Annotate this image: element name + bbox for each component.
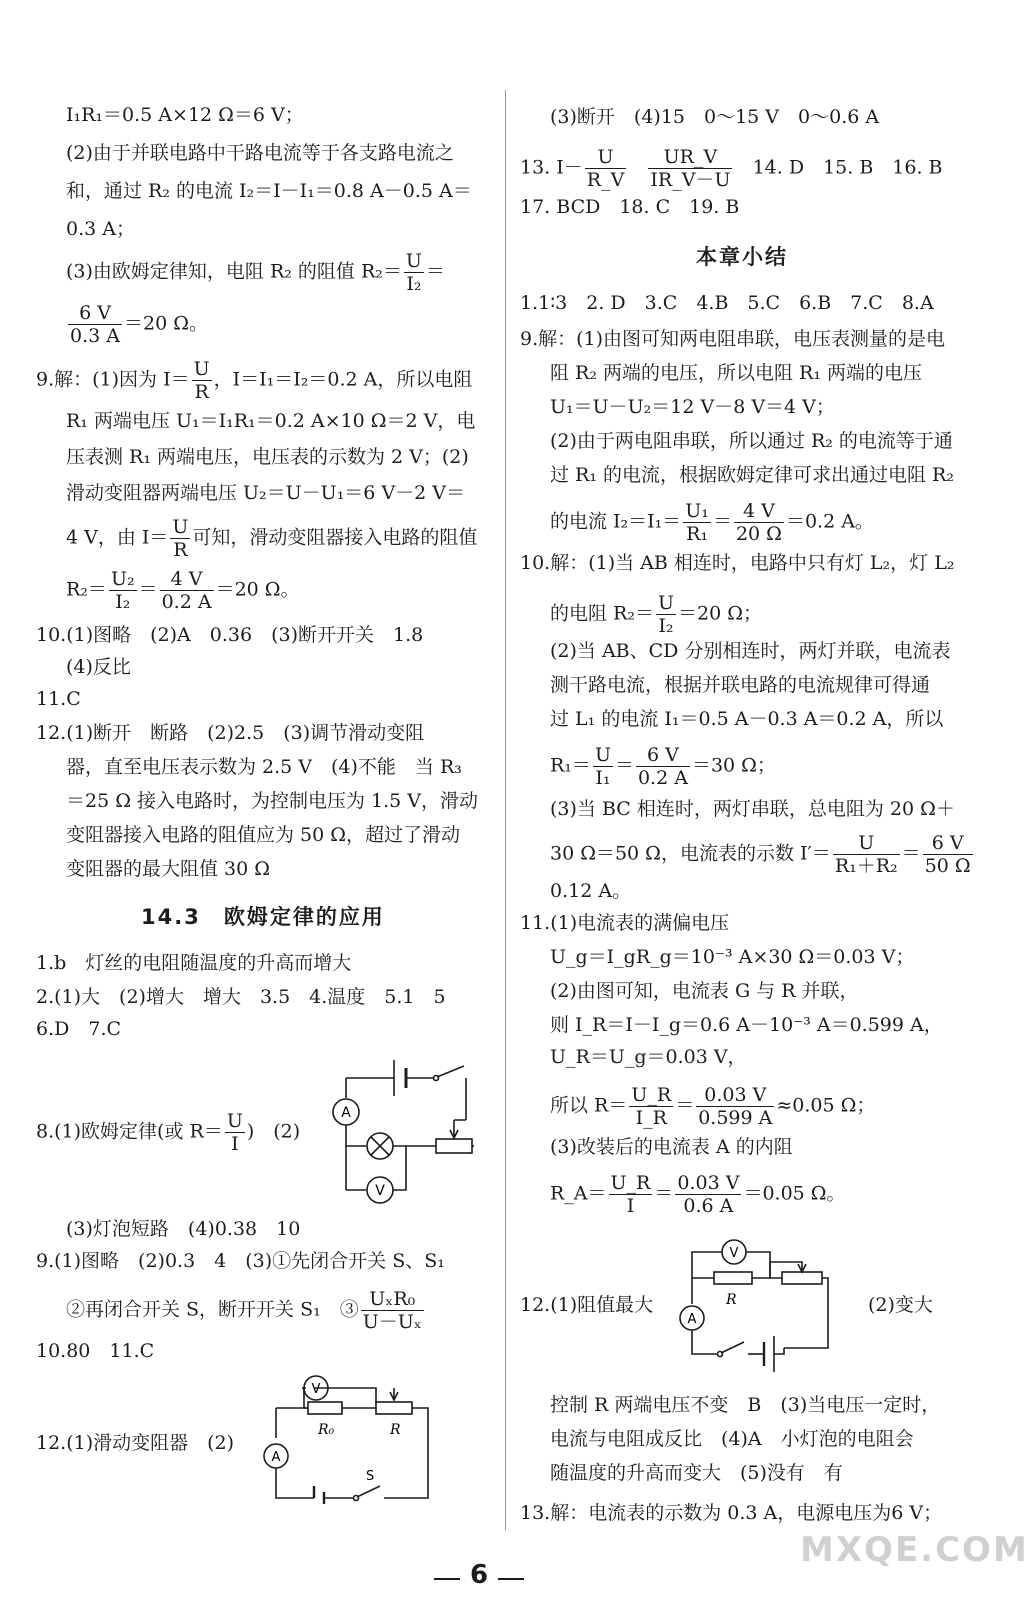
text: 14. D 15. B 16. B: [752, 156, 943, 179]
text-line: [36, 358, 472, 403]
text: ＝: [654, 1182, 674, 1205]
fraction: [675, 1172, 741, 1217]
text: 的电阻 R₂＝: [550, 602, 654, 625]
text: 所以 R＝: [550, 1094, 628, 1117]
ammeter-label: A: [687, 1312, 697, 1327]
numerator: 4 V: [160, 568, 214, 591]
text-line: 电流与电阻成反比 (4)A 小灯泡的电阻会: [550, 1428, 914, 1450]
text: 的电流 I₂＝I₁＝: [550, 510, 682, 533]
fraction: [609, 1172, 653, 1217]
text: ＝0.2 A。: [785, 510, 874, 533]
page-number: 6: [470, 1560, 489, 1590]
numerator: 6 V: [636, 744, 690, 767]
denominator: 50 Ω: [924, 855, 971, 877]
text-line: [520, 592, 762, 637]
denominator: IR_V－U: [650, 169, 731, 191]
text: ＝20 Ω。: [123, 312, 208, 335]
text-line: (3)灯泡短路 (4)0.38 10: [66, 1218, 301, 1240]
text-line: I₁R₁＝0.5 A×12 Ω＝6 V；: [66, 104, 304, 126]
text-line: 测干路电流，根据并联电路的电流规律可得通: [550, 674, 931, 696]
text-line: 滑动变阻器两端电压 U₂＝U－U₁＝6 V－2 V＝: [66, 482, 466, 504]
numerator: U: [172, 516, 189, 538]
text: R₂＝: [66, 578, 107, 601]
text: 8.(1)欧姆定律(或 R＝: [36, 1120, 223, 1143]
numerator: 0.03 V: [677, 1172, 740, 1194]
text-line: 1.b 灯丝的电阻随温度的升高而增大: [36, 952, 352, 974]
fraction: [656, 592, 676, 637]
text: ＝: [901, 842, 921, 865]
fraction: [734, 500, 784, 545]
voltmeter-label: V: [729, 1246, 739, 1261]
denominator: 20 Ω: [735, 523, 782, 545]
text: ＝20 Ω。: [215, 578, 300, 601]
text: ＝20 Ω；: [677, 602, 762, 625]
text-line: 2.(1)大 (2)增大 增大 3.5 4.温度 5.1 5: [36, 986, 446, 1008]
text: ≈0.05 Ω；: [776, 1094, 876, 1117]
denominator: R: [173, 539, 188, 561]
text-line: (3)当 BC 相连时，两灯串联，总电阻为 20 Ω＋: [550, 798, 955, 820]
text-line: [520, 1172, 846, 1217]
text: ，I＝I₁＝I₂＝0.2 A，所以电阻: [213, 368, 473, 391]
numerator: 6 V: [923, 832, 973, 855]
fraction: [696, 1084, 774, 1129]
text: 30 Ω＝50 Ω，电流表的示数 I′＝: [550, 842, 831, 865]
text: 13. I－: [520, 156, 583, 179]
numerator: U: [594, 744, 611, 766]
text-line: 压表测 R₁ 两端电压，电压表的示数为 2 V；(2): [66, 446, 469, 468]
text-line: 控制 R 两端电压不变 B (3)当电压一定时，: [550, 1394, 941, 1416]
circuit-svg: [676, 1224, 836, 1384]
denominator: I: [626, 1195, 635, 1217]
fraction: [109, 568, 137, 613]
text-line: 0.3 A；: [66, 218, 135, 240]
text-line: 和，通过 R₂ 的电流 I₂＝I－I₁＝0.8 A－0.5 A＝: [66, 180, 472, 202]
text: 4 V，由 I＝: [66, 526, 169, 549]
text-line: 器，直至电压表示数为 2.5 V (4)不能 当 R₃: [66, 756, 462, 778]
numerator: 0.03 V: [696, 1084, 774, 1107]
circuit-diagram-q8: [326, 1050, 476, 1210]
text-line: [520, 744, 776, 789]
denominator: I₂: [658, 615, 674, 637]
denominator: R_V: [586, 169, 625, 191]
resistor-r-label: R: [726, 1292, 737, 1308]
text: (3)由欧姆定律知，电阻 R₂ 的阻值 R₂＝: [66, 260, 402, 283]
fraction: [192, 358, 212, 403]
denominator: 0.2 A: [637, 767, 688, 789]
fraction: [636, 744, 690, 789]
numerator: U: [833, 832, 900, 855]
voltmeter-label: V: [311, 1382, 321, 1397]
text: ＝: [138, 578, 158, 601]
fraction: [585, 146, 627, 191]
numerator: 4 V: [734, 500, 784, 523]
text: R₁＝: [550, 754, 591, 777]
text-line: [520, 500, 874, 545]
text-line: 过 L₁ 的电流 I₁＝0.5 A－0.3 A＝0.2 A，所以: [550, 708, 944, 730]
text-line: [36, 302, 208, 347]
numerator: U: [405, 250, 422, 272]
numerator: U_R: [631, 1084, 672, 1106]
text-line: 0.12 A。: [550, 880, 632, 902]
text: ＝30 Ω；: [691, 754, 776, 777]
text-line: (2)当 AB、CD 分别相连时，两灯并联，电流表: [550, 640, 951, 662]
text-line: [36, 1110, 300, 1155]
text: ＝: [712, 510, 732, 533]
text: ＝: [614, 754, 634, 777]
denominator: I₂: [406, 273, 422, 295]
text: 可知，滑动变阻器接入电路的阻值: [192, 526, 478, 549]
numerator: UₓR₀: [361, 1288, 424, 1311]
text-line: [36, 1288, 426, 1333]
fraction: [833, 832, 900, 877]
text-line: 变阻器的最大阻值 30 Ω: [66, 858, 271, 880]
resistor-r0-label: R₀: [318, 1422, 335, 1438]
numerator: U: [193, 358, 210, 380]
ammeter-label: A: [341, 1105, 351, 1121]
text: 9.解：(1)因为 I＝: [36, 368, 190, 391]
text-line: U_g＝I_gR_g＝10⁻³ A×30 Ω＝0.03 V；: [550, 946, 915, 968]
text-line: R₁ 两端电压 U₁＝I₁R₁＝0.2 A×10 Ω＝2 V，电: [66, 410, 476, 432]
denominator: 0.2 A: [161, 591, 212, 613]
text-line: 10.解：(1)当 AB 相连时，电路中只有灯 L₂，灯 L₂: [520, 552, 955, 574]
watermark: MXQE.COM: [800, 1530, 1029, 1570]
text-line: 随温度的升高而变大 (5)没有 有: [550, 1462, 843, 1484]
numerator: U₂: [110, 568, 135, 590]
fraction: [923, 832, 973, 877]
text-line: (2)由图可知，电流表 G 与 R 并联，: [550, 980, 859, 1002]
section-heading: 本章小结: [696, 245, 788, 269]
numerator: U: [657, 592, 674, 614]
text-line: (2)由于并联电路中干路电流等于各支路电流之: [66, 142, 454, 164]
switch-s-label: S: [366, 1469, 375, 1484]
text-line: 11.C: [36, 688, 81, 710]
text-line: 11.(1)电流表的满偏电压: [520, 912, 730, 934]
text-line: (3)断开 (4)15 0～15 V 0～0.6 A: [550, 106, 880, 128]
section-heading: 14.3 欧姆定律的应用: [141, 905, 385, 929]
text-line: [520, 832, 975, 877]
text-line: 阻 R₂ 两端的电压，所以电阻 R₁ 两端的电压: [550, 362, 923, 384]
text-line: 过 R₁ 的电流，根据欧姆定律可求出通过电阻 R₂: [550, 464, 954, 486]
numerator: U₁: [685, 500, 709, 522]
text-line: [36, 516, 477, 561]
denominator: I₁: [595, 767, 611, 789]
denominator: 0.6 A: [683, 1195, 734, 1217]
text: ＝: [675, 1094, 695, 1117]
text-line: (2)变大: [868, 1294, 933, 1316]
text-line: 10.80 11.C: [36, 1340, 155, 1362]
denominator: 0.599 A: [698, 1107, 773, 1129]
numerator: U_R: [610, 1172, 651, 1194]
text-line: 10.(1)图略 (2)A 0.36 (3)断开开关 1.8: [36, 624, 424, 646]
fraction: [170, 516, 190, 561]
text-line: [520, 146, 943, 191]
voltmeter-label: V: [375, 1183, 385, 1199]
denominator: I: [231, 1133, 239, 1155]
numerator: UR_V: [648, 146, 732, 169]
column-divider: [505, 90, 506, 1530]
text-line: ＝25 Ω 接入电路时，为控制电压为 1.5 V，滑动: [66, 790, 479, 812]
circuit-diagram-q12-left: [256, 1368, 466, 1518]
text-line: [36, 568, 300, 613]
fraction: [361, 1288, 424, 1333]
circuit-diagram-q12-right: [676, 1224, 836, 1384]
text-line: 17. BCD 18. C 19. B: [520, 196, 740, 218]
text-line: 6.D 7.C: [36, 1018, 122, 1040]
fraction: [160, 568, 214, 613]
text-line: (4)反比: [66, 656, 131, 678]
denominator: R: [194, 381, 209, 403]
rheostat-r-label: R: [390, 1422, 401, 1438]
text-line: [36, 250, 445, 295]
text: ) (2): [246, 1120, 301, 1143]
text-line: U_R＝U_g＝0.03 V，: [550, 1046, 747, 1068]
fraction: [225, 1110, 245, 1155]
fraction: [629, 1084, 673, 1129]
denominator: I_R: [635, 1107, 667, 1129]
text-line: [520, 1084, 875, 1129]
circuit-svg: [256, 1368, 466, 1518]
text-line: 则 I_R＝I－I_g＝0.6 A－10⁻³ A＝0.599 A，: [550, 1014, 943, 1036]
text-line: (3)改装后的电流表 A 的内阻: [550, 1136, 793, 1158]
text-line: 12.(1)滑动变阻器 (2): [36, 1432, 235, 1454]
fraction: [404, 250, 424, 295]
text-line: 9.解：(1)由图可知两电阻串联，电压表测量的是电: [520, 328, 946, 350]
denominator: R₁: [686, 523, 709, 545]
fraction: [648, 146, 732, 191]
text-line: U₁＝U－U₂＝12 V－8 V＝4 V；: [550, 396, 835, 418]
denominator: U－Uₓ: [362, 1311, 422, 1333]
text: ＝: [425, 260, 445, 283]
text: ＝0.05 Ω。: [743, 1182, 846, 1205]
fraction: [683, 500, 711, 545]
numerator: 6 V: [68, 302, 122, 325]
numerator: U: [585, 146, 627, 169]
fraction: [68, 302, 122, 347]
text-line: 变阻器接入电路的阻值应为 50 Ω，超过了滑动: [66, 824, 461, 846]
denominator: I₂: [115, 591, 131, 613]
fraction: [593, 744, 613, 789]
numerator: U: [226, 1110, 243, 1132]
ammeter-label: A: [271, 1450, 281, 1465]
text-line: (2)由于两电阻串联，所以通过 R₂ 的电流等于通: [550, 430, 953, 452]
text-line: 12.(1)断开 断路 (2)2.5 (3)调节滑动变阻: [36, 722, 425, 744]
denominator: 0.3 A: [70, 325, 120, 347]
circuit-svg: [326, 1050, 476, 1210]
text-line: 9.(1)图略 (2)0.3 4 (3)①先闭合开关 S、S₁: [36, 1250, 445, 1272]
denominator: R₁＋R₂: [834, 855, 898, 877]
text: ②再闭合开关 S，断开开关 S₁ ③: [66, 1298, 359, 1321]
text-line: 12.(1)阻值最大: [520, 1294, 654, 1316]
text-line: 1.1∶3 2. D 3.C 4.B 5.C 6.B 7.C 8.A: [520, 292, 934, 314]
text-line: 13.解：电流表的示数为 0.3 A，电源电压为6 V；: [520, 1502, 943, 1524]
text: R_A＝: [550, 1182, 607, 1205]
